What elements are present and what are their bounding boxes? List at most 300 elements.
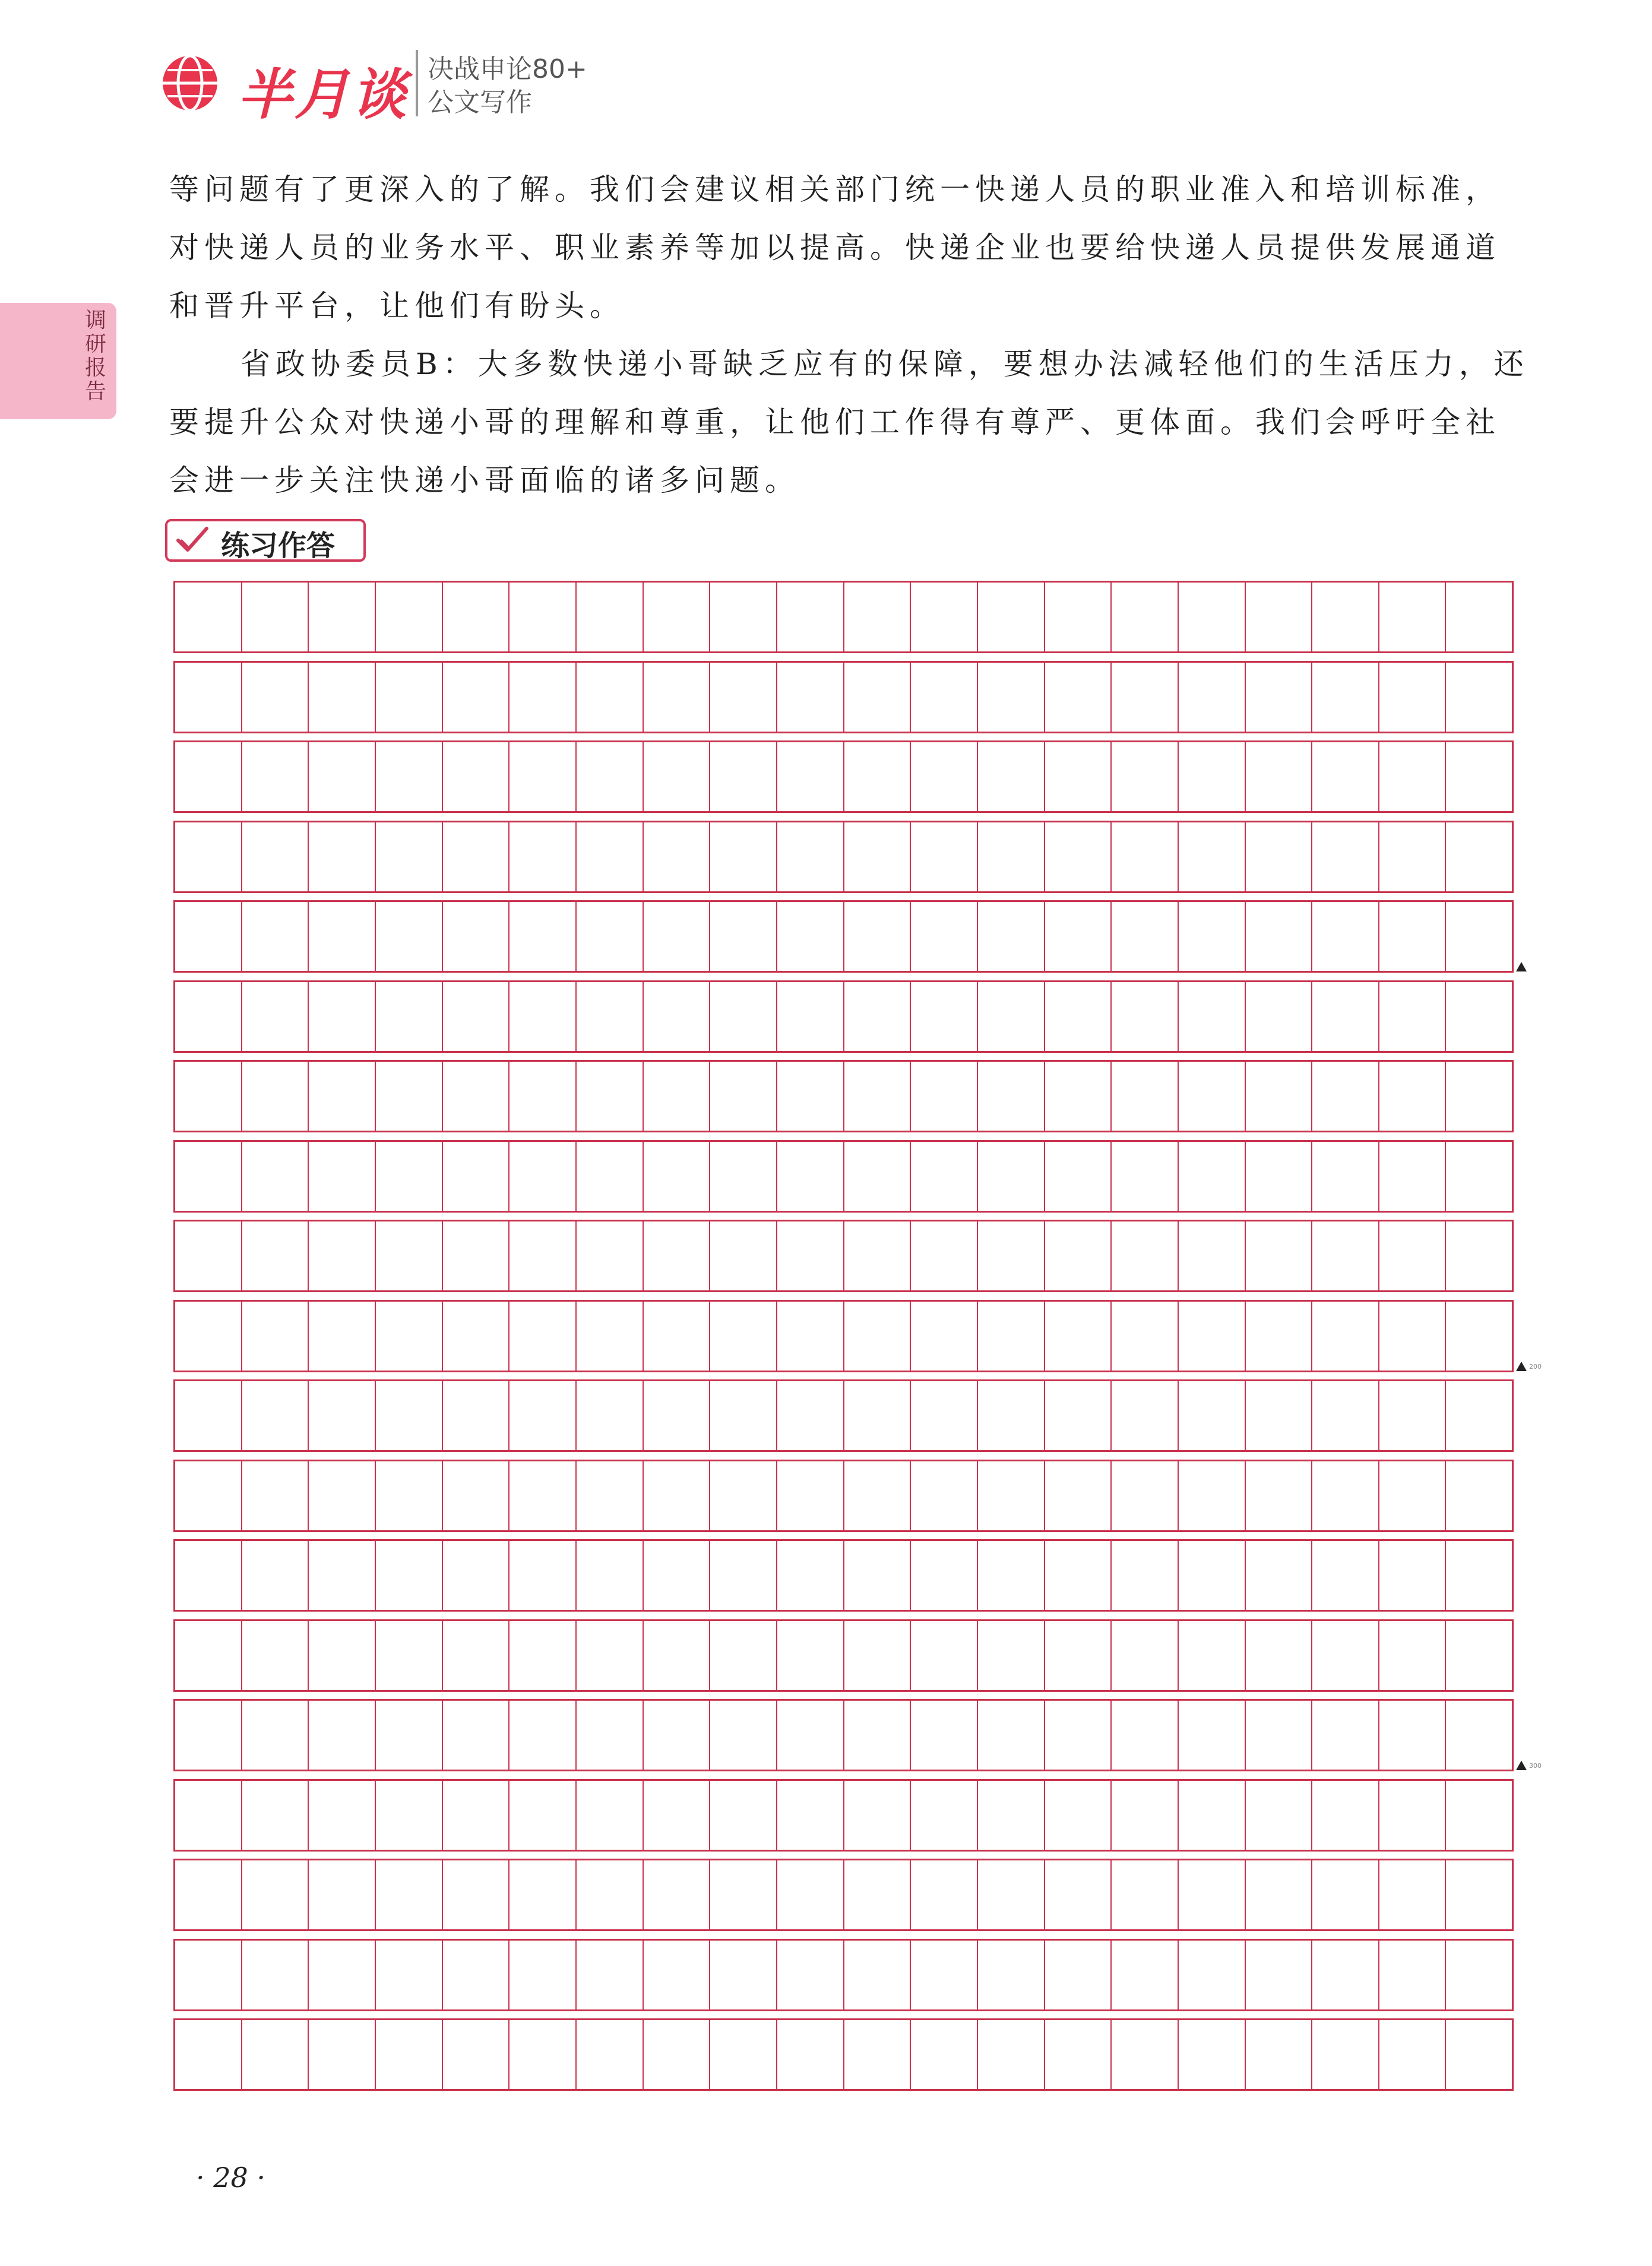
grid-cell[interactable] bbox=[175, 1860, 242, 1929]
grid-cell[interactable] bbox=[777, 1860, 844, 1929]
grid-cell[interactable] bbox=[509, 1062, 577, 1131]
grid-cell[interactable] bbox=[710, 1461, 777, 1530]
grid-cell[interactable] bbox=[777, 902, 844, 971]
grid-cell[interactable] bbox=[1112, 663, 1179, 732]
grid-cell[interactable] bbox=[175, 1701, 242, 1770]
grid-cell[interactable] bbox=[242, 1142, 309, 1211]
grid-cell[interactable] bbox=[710, 663, 777, 732]
grid-cell[interactable] bbox=[844, 1461, 912, 1530]
grid-cell[interactable] bbox=[1312, 1781, 1379, 1850]
grid-cell[interactable] bbox=[509, 663, 577, 732]
grid-cell[interactable] bbox=[777, 583, 844, 651]
grid-cell[interactable] bbox=[710, 902, 777, 971]
grid-cell[interactable] bbox=[1246, 1621, 1313, 1690]
grid-cell[interactable] bbox=[376, 1062, 443, 1131]
grid-cell[interactable] bbox=[1179, 1142, 1246, 1211]
grid-cell[interactable] bbox=[1446, 1941, 1512, 2009]
grid-cell[interactable] bbox=[376, 982, 443, 1051]
grid-cell[interactable] bbox=[911, 2020, 978, 2089]
grid-cell[interactable] bbox=[1246, 663, 1313, 732]
grid-cell[interactable] bbox=[911, 902, 978, 971]
grid-cell[interactable] bbox=[911, 583, 978, 651]
grid-cell[interactable] bbox=[376, 1781, 443, 1850]
grid-cell[interactable] bbox=[1446, 1381, 1512, 1450]
grid-cell[interactable] bbox=[911, 1860, 978, 1929]
grid-cell[interactable] bbox=[175, 982, 242, 1051]
grid-cell[interactable] bbox=[577, 1221, 644, 1290]
grid-cell[interactable] bbox=[509, 1541, 577, 1610]
grid-cell[interactable] bbox=[1179, 583, 1246, 651]
grid-cell[interactable] bbox=[1446, 1062, 1512, 1131]
grid-cell[interactable] bbox=[1379, 1781, 1447, 1850]
grid-cell[interactable] bbox=[577, 663, 644, 732]
grid-row[interactable] bbox=[173, 1379, 1514, 1452]
grid-cell[interactable] bbox=[509, 742, 577, 811]
grid-cell[interactable] bbox=[1379, 663, 1447, 732]
grid-cell[interactable] bbox=[376, 1381, 443, 1450]
grid-cell[interactable] bbox=[309, 1302, 376, 1371]
grid-cell[interactable] bbox=[1179, 1062, 1246, 1131]
grid-cell[interactable] bbox=[1379, 1541, 1447, 1610]
grid-cell[interactable] bbox=[978, 902, 1045, 971]
grid-cell[interactable] bbox=[710, 1541, 777, 1610]
grid-cell[interactable] bbox=[376, 1621, 443, 1690]
grid-cell[interactable] bbox=[443, 1860, 510, 1929]
grid-cell[interactable] bbox=[309, 902, 376, 971]
grid-cell[interactable] bbox=[1379, 583, 1447, 651]
grid-cell[interactable] bbox=[1179, 1381, 1246, 1450]
grid-cell[interactable] bbox=[1379, 2020, 1447, 2089]
grid-cell[interactable] bbox=[911, 1461, 978, 1530]
grid-cell[interactable] bbox=[376, 1701, 443, 1770]
grid-cell[interactable] bbox=[710, 742, 777, 811]
grid-cell[interactable] bbox=[509, 583, 577, 651]
grid-cell[interactable] bbox=[644, 1701, 711, 1770]
grid-row[interactable] bbox=[173, 1699, 1514, 1771]
grid-cell[interactable] bbox=[1446, 1621, 1512, 1690]
grid-cell[interactable] bbox=[509, 1302, 577, 1371]
grid-cell[interactable] bbox=[577, 1941, 644, 2009]
grid-cell[interactable] bbox=[1045, 1781, 1112, 1850]
grid-cell[interactable] bbox=[309, 1621, 376, 1690]
grid-cell[interactable] bbox=[978, 1701, 1045, 1770]
grid-cell[interactable] bbox=[710, 1781, 777, 1850]
grid-cell[interactable] bbox=[309, 1541, 376, 1610]
grid-cell[interactable] bbox=[577, 1461, 644, 1530]
grid-cell[interactable] bbox=[376, 822, 443, 891]
grid-cell[interactable] bbox=[242, 742, 309, 811]
grid-cell[interactable] bbox=[1312, 1221, 1379, 1290]
grid-cell[interactable] bbox=[1246, 902, 1313, 971]
grid-cell[interactable] bbox=[1379, 1142, 1447, 1211]
grid-cell[interactable] bbox=[509, 1461, 577, 1530]
grid-cell[interactable] bbox=[1045, 1381, 1112, 1450]
grid-cell[interactable] bbox=[376, 742, 443, 811]
grid-cell[interactable] bbox=[242, 1941, 309, 2009]
grid-cell[interactable] bbox=[443, 1781, 510, 1850]
grid-cell[interactable] bbox=[1112, 1541, 1179, 1610]
grid-cell[interactable] bbox=[1112, 1142, 1179, 1211]
grid-cell[interactable] bbox=[1179, 2020, 1246, 2089]
grid-cell[interactable] bbox=[577, 2020, 644, 2089]
grid-cell[interactable] bbox=[1045, 1860, 1112, 1929]
grid-cell[interactable] bbox=[509, 1142, 577, 1211]
grid-cell[interactable] bbox=[777, 1941, 844, 2009]
grid-cell[interactable] bbox=[844, 1541, 912, 1610]
grid-cell[interactable] bbox=[1112, 1062, 1179, 1131]
grid-cell[interactable] bbox=[710, 1860, 777, 1929]
grid-cell[interactable] bbox=[509, 1860, 577, 1929]
grid-cell[interactable] bbox=[376, 1302, 443, 1371]
grid-cell[interactable] bbox=[911, 1621, 978, 1690]
grid-cell[interactable] bbox=[242, 1621, 309, 1690]
grid-cell[interactable] bbox=[1246, 1541, 1313, 1610]
grid-cell[interactable] bbox=[1379, 1701, 1447, 1770]
grid-cell[interactable] bbox=[1446, 1860, 1512, 1929]
grid-cell[interactable] bbox=[175, 1781, 242, 1850]
grid-cell[interactable] bbox=[309, 822, 376, 891]
grid-cell[interactable] bbox=[1312, 902, 1379, 971]
grid-cell[interactable] bbox=[577, 1701, 644, 1770]
grid-row[interactable] bbox=[173, 980, 1514, 1053]
grid-cell[interactable] bbox=[644, 1541, 711, 1610]
grid-cell[interactable] bbox=[1379, 1860, 1447, 1929]
grid-row[interactable] bbox=[173, 1859, 1514, 1931]
grid-cell[interactable] bbox=[1112, 1781, 1179, 1850]
grid-cell[interactable] bbox=[1246, 1701, 1313, 1770]
grid-cell[interactable] bbox=[443, 1941, 510, 2009]
grid-cell[interactable] bbox=[443, 1062, 510, 1131]
grid-cell[interactable] bbox=[1112, 1461, 1179, 1530]
grid-cell[interactable] bbox=[1446, 1461, 1512, 1530]
grid-cell[interactable] bbox=[376, 663, 443, 732]
grid-row[interactable] bbox=[173, 900, 1514, 973]
grid-cell[interactable] bbox=[175, 1381, 242, 1450]
grid-cell[interactable] bbox=[777, 822, 844, 891]
grid-cell[interactable] bbox=[242, 663, 309, 732]
grid-cell[interactable] bbox=[844, 982, 912, 1051]
grid-cell[interactable] bbox=[777, 742, 844, 811]
grid-cell[interactable] bbox=[1246, 1941, 1313, 2009]
grid-cell[interactable] bbox=[1045, 1142, 1112, 1211]
grid-cell[interactable] bbox=[844, 1781, 912, 1850]
grid-cell[interactable] bbox=[242, 2020, 309, 2089]
grid-cell[interactable] bbox=[242, 583, 309, 651]
grid-cell[interactable] bbox=[577, 1781, 644, 1850]
grid-cell[interactable] bbox=[844, 1062, 912, 1131]
grid-cell[interactable] bbox=[577, 1142, 644, 1211]
grid-cell[interactable] bbox=[1446, 982, 1512, 1051]
grid-cell[interactable] bbox=[844, 583, 912, 651]
grid-cell[interactable] bbox=[1045, 1541, 1112, 1610]
grid-cell[interactable] bbox=[1446, 1701, 1512, 1770]
grid-cell[interactable] bbox=[911, 1541, 978, 1610]
grid-cell[interactable] bbox=[242, 1381, 309, 1450]
grid-cell[interactable] bbox=[175, 1541, 242, 1610]
grid-row[interactable] bbox=[173, 740, 1514, 813]
grid-cell[interactable] bbox=[1312, 982, 1379, 1051]
grid-cell[interactable] bbox=[644, 663, 711, 732]
grid-cell[interactable] bbox=[577, 742, 644, 811]
grid-cell[interactable] bbox=[1179, 982, 1246, 1051]
grid-cell[interactable] bbox=[1045, 902, 1112, 971]
grid-cell[interactable] bbox=[777, 1381, 844, 1450]
answer-writing-grid[interactable] bbox=[173, 581, 1514, 2093]
grid-cell[interactable] bbox=[644, 1621, 711, 1690]
grid-cell[interactable] bbox=[1112, 1860, 1179, 1929]
grid-cell[interactable] bbox=[644, 982, 711, 1051]
grid-cell[interactable] bbox=[1312, 822, 1379, 891]
grid-cell[interactable] bbox=[1045, 1221, 1112, 1290]
grid-cell[interactable] bbox=[1246, 2020, 1313, 2089]
grid-cell[interactable] bbox=[175, 1941, 242, 2009]
grid-cell[interactable] bbox=[309, 982, 376, 1051]
grid-cell[interactable] bbox=[777, 1701, 844, 1770]
grid-cell[interactable] bbox=[509, 1781, 577, 1850]
grid-cell[interactable] bbox=[309, 1781, 376, 1850]
grid-cell[interactable] bbox=[309, 1142, 376, 1211]
grid-cell[interactable] bbox=[577, 982, 644, 1051]
grid-cell[interactable] bbox=[978, 1461, 1045, 1530]
grid-cell[interactable] bbox=[175, 1062, 242, 1131]
grid-cell[interactable] bbox=[443, 1142, 510, 1211]
grid-cell[interactable] bbox=[978, 822, 1045, 891]
grid-cell[interactable] bbox=[509, 822, 577, 891]
grid-cell[interactable] bbox=[1246, 583, 1313, 651]
grid-cell[interactable] bbox=[978, 1142, 1045, 1211]
grid-cell[interactable] bbox=[443, 982, 510, 1051]
grid-cell[interactable] bbox=[978, 1860, 1045, 1929]
grid-cell[interactable] bbox=[844, 1221, 912, 1290]
grid-cell[interactable] bbox=[911, 982, 978, 1051]
grid-cell[interactable] bbox=[309, 2020, 376, 2089]
grid-cell[interactable] bbox=[911, 822, 978, 891]
grid-cell[interactable] bbox=[978, 1302, 1045, 1371]
grid-cell[interactable] bbox=[443, 1221, 510, 1290]
grid-cell[interactable] bbox=[309, 1941, 376, 2009]
grid-cell[interactable] bbox=[644, 1221, 711, 1290]
grid-cell[interactable] bbox=[644, 1142, 711, 1211]
grid-cell[interactable] bbox=[376, 2020, 443, 2089]
grid-cell[interactable] bbox=[644, 742, 711, 811]
grid-cell[interactable] bbox=[443, 1541, 510, 1610]
grid-cell[interactable] bbox=[710, 1221, 777, 1290]
grid-cell[interactable] bbox=[1446, 902, 1512, 971]
grid-cell[interactable] bbox=[777, 982, 844, 1051]
grid-cell[interactable] bbox=[710, 1302, 777, 1371]
grid-cell[interactable] bbox=[242, 1302, 309, 1371]
grid-cell[interactable] bbox=[1246, 1381, 1313, 1450]
grid-row[interactable] bbox=[173, 1300, 1514, 1372]
grid-cell[interactable] bbox=[1312, 1381, 1379, 1450]
grid-cell[interactable] bbox=[577, 902, 644, 971]
grid-cell[interactable] bbox=[1112, 583, 1179, 651]
grid-cell[interactable] bbox=[1446, 1781, 1512, 1850]
grid-cell[interactable] bbox=[509, 2020, 577, 2089]
grid-cell[interactable] bbox=[911, 1941, 978, 2009]
grid-cell[interactable] bbox=[844, 1701, 912, 1770]
grid-cell[interactable] bbox=[443, 1621, 510, 1690]
grid-cell[interactable] bbox=[443, 1302, 510, 1371]
grid-cell[interactable] bbox=[1179, 742, 1246, 811]
grid-cell[interactable] bbox=[242, 1461, 309, 1530]
grid-cell[interactable] bbox=[577, 1381, 644, 1450]
grid-cell[interactable] bbox=[1446, 583, 1512, 651]
grid-cell[interactable] bbox=[1179, 1541, 1246, 1610]
grid-cell[interactable] bbox=[777, 1621, 844, 1690]
grid-cell[interactable] bbox=[175, 2020, 242, 2089]
grid-cell[interactable] bbox=[1246, 1860, 1313, 1929]
grid-cell[interactable] bbox=[1446, 2020, 1512, 2089]
grid-cell[interactable] bbox=[1312, 1461, 1379, 1530]
grid-cell[interactable] bbox=[309, 583, 376, 651]
grid-cell[interactable] bbox=[1179, 1221, 1246, 1290]
grid-cell[interactable] bbox=[309, 1062, 376, 1131]
grid-cell[interactable] bbox=[710, 1941, 777, 2009]
grid-cell[interactable] bbox=[1112, 822, 1179, 891]
grid-row[interactable] bbox=[173, 1140, 1514, 1213]
grid-cell[interactable] bbox=[644, 1062, 711, 1131]
grid-cell[interactable] bbox=[644, 583, 711, 651]
grid-cell[interactable] bbox=[309, 1461, 376, 1530]
grid-cell[interactable] bbox=[1312, 1062, 1379, 1131]
grid-cell[interactable] bbox=[844, 1860, 912, 1929]
grid-cell[interactable] bbox=[1246, 1142, 1313, 1211]
grid-cell[interactable] bbox=[577, 1621, 644, 1690]
grid-cell[interactable] bbox=[911, 1221, 978, 1290]
grid-cell[interactable] bbox=[309, 1381, 376, 1450]
grid-cell[interactable] bbox=[844, 902, 912, 971]
grid-cell[interactable] bbox=[710, 1142, 777, 1211]
grid-cell[interactable] bbox=[844, 1941, 912, 2009]
grid-cell[interactable] bbox=[1112, 742, 1179, 811]
grid-cell[interactable] bbox=[777, 1541, 844, 1610]
grid-cell[interactable] bbox=[1179, 663, 1246, 732]
grid-cell[interactable] bbox=[1045, 742, 1112, 811]
grid-cell[interactable] bbox=[509, 1221, 577, 1290]
grid-cell[interactable] bbox=[1312, 1860, 1379, 1929]
grid-row[interactable] bbox=[173, 1060, 1514, 1132]
grid-cell[interactable] bbox=[309, 663, 376, 732]
grid-cell[interactable] bbox=[1379, 1302, 1447, 1371]
grid-cell[interactable] bbox=[844, 1142, 912, 1211]
grid-cell[interactable] bbox=[1379, 1621, 1447, 1690]
grid-cell[interactable] bbox=[644, 1941, 711, 2009]
grid-cell[interactable] bbox=[443, 822, 510, 891]
grid-cell[interactable] bbox=[309, 1701, 376, 1770]
grid-cell[interactable] bbox=[376, 1941, 443, 2009]
grid-cell[interactable] bbox=[1045, 663, 1112, 732]
grid-cell[interactable] bbox=[1379, 742, 1447, 811]
grid-cell[interactable] bbox=[175, 1461, 242, 1530]
grid-cell[interactable] bbox=[1045, 1302, 1112, 1371]
grid-cell[interactable] bbox=[844, 1302, 912, 1371]
grid-cell[interactable] bbox=[175, 663, 242, 732]
grid-row[interactable] bbox=[173, 1939, 1514, 2011]
grid-cell[interactable] bbox=[1179, 1461, 1246, 1530]
grid-cell[interactable] bbox=[1045, 1062, 1112, 1131]
grid-cell[interactable] bbox=[376, 583, 443, 651]
grid-cell[interactable] bbox=[644, 1381, 711, 1450]
grid-cell[interactable] bbox=[844, 742, 912, 811]
grid-cell[interactable] bbox=[1246, 1062, 1313, 1131]
grid-cell[interactable] bbox=[911, 663, 978, 732]
grid-cell[interactable] bbox=[710, 1621, 777, 1690]
grid-cell[interactable] bbox=[443, 742, 510, 811]
grid-cell[interactable] bbox=[1312, 1941, 1379, 2009]
grid-row[interactable] bbox=[173, 1619, 1514, 1692]
grid-cell[interactable] bbox=[242, 1062, 309, 1131]
grid-cell[interactable] bbox=[1112, 902, 1179, 971]
grid-cell[interactable] bbox=[1045, 1941, 1112, 2009]
grid-cell[interactable] bbox=[1112, 1221, 1179, 1290]
grid-cell[interactable] bbox=[1179, 822, 1246, 891]
grid-cell[interactable] bbox=[978, 1381, 1045, 1450]
grid-cell[interactable] bbox=[710, 583, 777, 651]
grid-cell[interactable] bbox=[1045, 982, 1112, 1051]
grid-cell[interactable] bbox=[644, 1781, 711, 1850]
grid-cell[interactable] bbox=[242, 1701, 309, 1770]
grid-cell[interactable] bbox=[911, 1381, 978, 1450]
grid-cell[interactable] bbox=[644, 902, 711, 971]
grid-cell[interactable] bbox=[978, 583, 1045, 651]
grid-row[interactable] bbox=[173, 1779, 1514, 1852]
grid-cell[interactable] bbox=[242, 1781, 309, 1850]
grid-cell[interactable] bbox=[1312, 1142, 1379, 1211]
grid-cell[interactable] bbox=[1179, 1860, 1246, 1929]
grid-cell[interactable] bbox=[577, 1302, 644, 1371]
grid-cell[interactable] bbox=[509, 902, 577, 971]
grid-cell[interactable] bbox=[644, 1302, 711, 1371]
grid-cell[interactable] bbox=[242, 1221, 309, 1290]
grid-cell[interactable] bbox=[978, 1541, 1045, 1610]
grid-cell[interactable] bbox=[376, 902, 443, 971]
grid-cell[interactable] bbox=[376, 1860, 443, 1929]
grid-cell[interactable] bbox=[1379, 1221, 1447, 1290]
grid-cell[interactable] bbox=[1179, 902, 1246, 971]
grid-cell[interactable] bbox=[1379, 982, 1447, 1051]
grid-cell[interactable] bbox=[1179, 1621, 1246, 1690]
grid-cell[interactable] bbox=[443, 902, 510, 971]
grid-cell[interactable] bbox=[1446, 1221, 1512, 1290]
grid-cell[interactable] bbox=[1312, 1302, 1379, 1371]
grid-cell[interactable] bbox=[710, 1062, 777, 1131]
grid-cell[interactable] bbox=[1246, 742, 1313, 811]
grid-cell[interactable] bbox=[1045, 1621, 1112, 1690]
grid-cell[interactable] bbox=[978, 982, 1045, 1051]
grid-cell[interactable] bbox=[577, 1062, 644, 1131]
grid-cell[interactable] bbox=[1246, 822, 1313, 891]
grid-cell[interactable] bbox=[777, 1142, 844, 1211]
grid-cell[interactable] bbox=[844, 1621, 912, 1690]
grid-cell[interactable] bbox=[1179, 1941, 1246, 2009]
grid-cell[interactable] bbox=[1045, 583, 1112, 651]
grid-cell[interactable] bbox=[1446, 663, 1512, 732]
grid-cell[interactable] bbox=[777, 1221, 844, 1290]
grid-cell[interactable] bbox=[978, 1941, 1045, 2009]
grid-cell[interactable] bbox=[1379, 1941, 1447, 2009]
grid-cell[interactable] bbox=[509, 1621, 577, 1690]
grid-cell[interactable] bbox=[1112, 1621, 1179, 1690]
grid-cell[interactable] bbox=[1045, 1701, 1112, 1770]
grid-cell[interactable] bbox=[978, 2020, 1045, 2089]
grid-cell[interactable] bbox=[1112, 1302, 1179, 1371]
grid-cell[interactable] bbox=[844, 663, 912, 732]
grid-cell[interactable] bbox=[509, 1381, 577, 1450]
grid-cell[interactable] bbox=[443, 1381, 510, 1450]
grid-cell[interactable] bbox=[1446, 1142, 1512, 1211]
grid-cell[interactable] bbox=[1246, 1221, 1313, 1290]
